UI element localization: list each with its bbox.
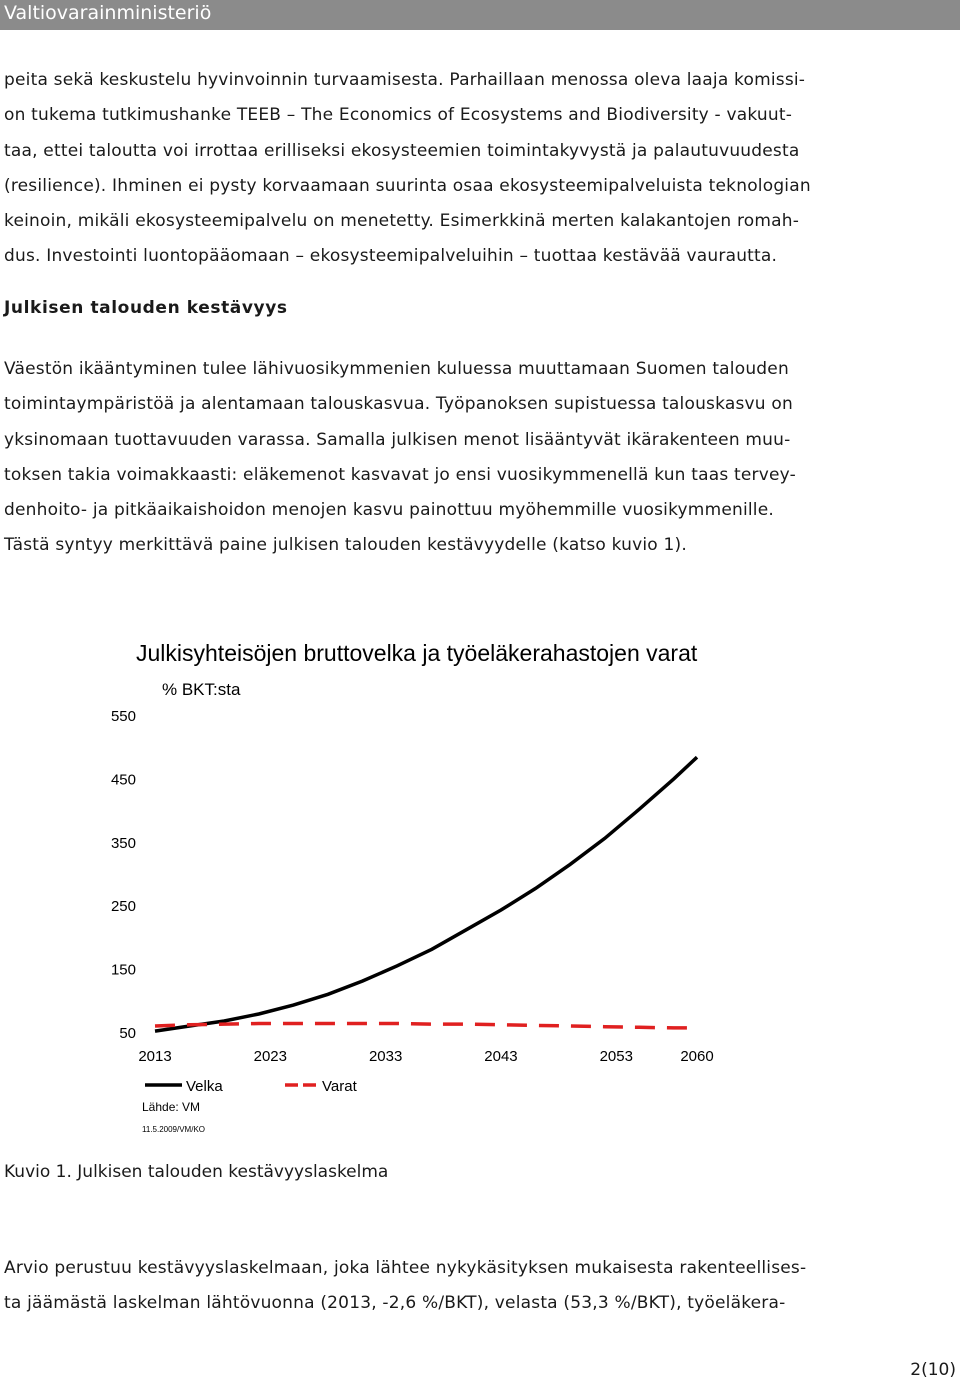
- page-header: [0, 0, 960, 30]
- x-tick-label: 2033: [368, 1048, 403, 1065]
- text-line: Arvio perustuu kestävyyslaskelmaan, joka lähtee nykykäsityksen mukaisesta rakenteellises-: [4, 1258, 807, 1278]
- header-title: Valtiovarainministeriö: [4, 2, 212, 24]
- figure-caption: Kuvio 1. Julkisen talouden kestävyyslaskelma: [4, 1162, 389, 1182]
- y-axis-label: % BKT:sta: [162, 680, 241, 699]
- text-line: Väestön ikääntyminen tulee lähivuosikymmenien kuluessa muuttamaan Suomen talouden: [4, 359, 789, 379]
- closing-paragraph: [4, 1251, 954, 1322]
- series-line-varat: [155, 1024, 697, 1028]
- section-heading: Julkisen talouden kestävyys: [4, 298, 288, 318]
- text-line: ta jäämästä laskelman lähtövuonna (2013, -2,6 %/BKT), velasta (53,3 %/BKT), työeläkera-: [4, 1293, 786, 1314]
- section-paragraph: [4, 352, 954, 564]
- y-tick-label: 150: [110, 961, 136, 979]
- intro-paragraph: [4, 63, 954, 275]
- x-tick-label: 2060: [680, 1048, 714, 1065]
- text-line: keinoin, mikäli ekosysteemipalvelu on menetetty. Esimerkkinä merten kalakantojen romah-: [4, 211, 800, 232]
- y-tick-label: 50: [119, 1025, 136, 1042]
- text-line: yksinomaan tuottavuuden varassa. Samalla julkisen menot lisääntyvät ikärakenteen muu-: [4, 429, 791, 450]
- text-line: toimintaympäristöä ja alentamaan talouskasvua. Työpanoksen supistuessa talouskasvu on: [4, 394, 793, 415]
- x-tick-label: 2013: [138, 1048, 172, 1065]
- text-line: (resilience). Ihminen ei pysty korvaamaan suurinta osaa ekosysteemipalveluista teknologian: [4, 175, 811, 196]
- y-tick-label: 450: [110, 771, 136, 789]
- legend-label-velka: Velka: [186, 1078, 223, 1095]
- chart-stamp: 11.5.2009/VM/KO: [142, 1125, 205, 1134]
- legend-label-varat: Varat: [322, 1078, 357, 1095]
- y-tick-label: 350: [110, 834, 136, 852]
- text-line: Tästä syntyy merkittävä paine julkisen talouden kestävyydelle (katso kuvio 1).: [4, 535, 687, 556]
- chart-source: Lähde: VM: [142, 1100, 201, 1114]
- y-tick-label: 250: [110, 898, 136, 916]
- series-line-velka: [155, 757, 697, 1031]
- y-tick-label: 550: [110, 708, 136, 725]
- debt-chart: [0, 620, 960, 1140]
- text-line: on tukema tutkimushanke TEEB – The Economics of Ecosystems and Biodiversity - vakuut-: [4, 105, 793, 126]
- text-line: dus. Investointi luontopääomaan – ekosysteemipalveluihin – tuottaa kestävää vaurautta.: [4, 246, 778, 267]
- page-number: 2(10): [910, 1360, 956, 1380]
- x-tick-label: 2043: [484, 1048, 518, 1065]
- x-tick-label: 2023: [253, 1048, 288, 1065]
- chart-title: Julkisyhteisöjen bruttovelka ja työeläkerahastojen varat: [136, 640, 698, 666]
- text-line: peita sekä keskustelu hyvinvoinnin turvaamisesta. Parhaillaan menossa oleva laaja komissi-: [4, 70, 806, 90]
- x-tick-label: 2053: [599, 1048, 633, 1065]
- text-line: denhoito- ja pitkäaikaishoidon menojen kasvu painottuu myöhemmille vuosikymmenille.: [4, 500, 774, 521]
- text-line: taa, ettei taloutta voi irrottaa erilliseksi ekosysteemien toimintakyvystä ja palautuvuudesta: [4, 140, 800, 161]
- text-line: toksen takia voimakkaasti: eläkemenot kasvavat jo ensi vuosikymmenellä kun taas tervey-: [4, 464, 796, 485]
